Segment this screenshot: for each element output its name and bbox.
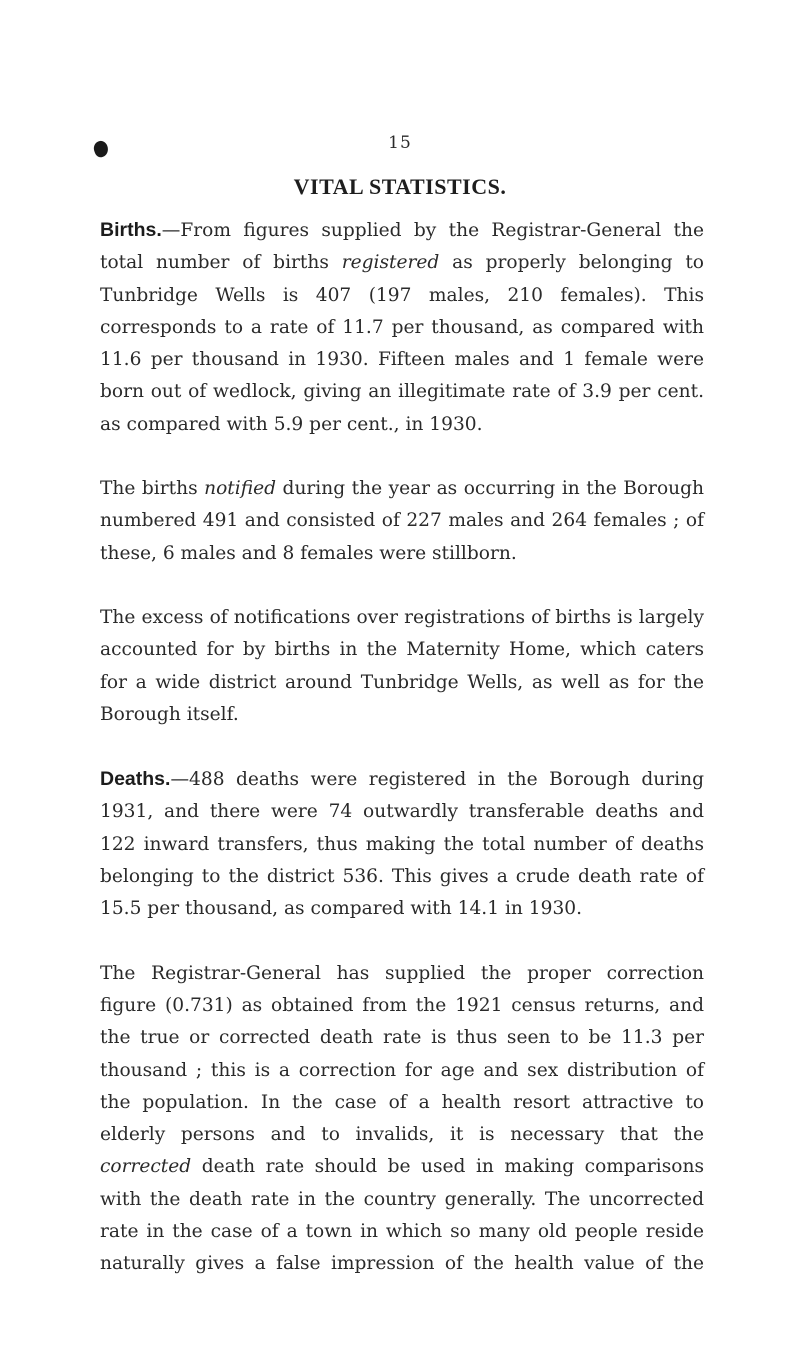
deaths-p2-emphasis: corrected (100, 1156, 192, 1178)
births-paragraph-2 (100, 473, 704, 570)
births-p2-text-a: The births (100, 478, 205, 500)
page-title: VITAL STATISTICS. (293, 174, 507, 199)
births-p2-emphasis: notified (204, 478, 277, 500)
births-p1-text-a: —From figures supplied by the Registrar-General the total number of births (100, 220, 704, 274)
births-paragraph-3: The excess of notifications over registrations of births is largely accounted for by births in the Maternity Home, which caters for a wide district around Tunbridge Wells, as well as for the Borough itself. (100, 606, 704, 725)
births-paragraph-1 (100, 214, 704, 441)
deaths-p2-text-a: The Registrar-General has supplied the proper correction figure (0.731) as obtained from the 1921 census returns, and the true or corrected death rate is thus seen to be 11.3 per thousand ; this is a correction for age and sex distribution of the population. In the case of a health resort attractive to elderly persons and to invalids, it is necessary that the (100, 962, 704, 1146)
births-heading: Births. (100, 219, 162, 241)
deaths-p2-text-b: death rate should be used in making comparisons with the death rate in the country generally. The uncorrected rate in the case of a town in which so many old people reside naturally gives a false impression of the health value of the (100, 1156, 704, 1275)
births-p1-text-b: as properly belonging to Tunbridge Wells is 407 (197 males, 210 females). This corresponds to a rate of 11.7 per thousand, as compared with 11.6 per thousand in 1930. Fifteen males and 1 female were born out of wedlock, giving an illegitimate rate of 3.9 per cent. as compared with 5.9 per cent., in 1930. (100, 252, 704, 435)
deaths-heading: Deaths. (100, 768, 171, 791)
deaths-p1-text: —488 deaths were registered in the Borough during 1931, and there were 74 outwardly transferable deaths and 122 inward transfers, thus making the total number of deaths belonging to the district 536. This gives a crude death rate of 15.5 per thousand, as compared with 14.1 in 1930. (100, 769, 704, 920)
deaths-paragraph-2 (100, 958, 704, 1281)
births-p2-text-b: during the year as occurring in the Borough numbered 491 and consisted of 227 males and 264 females ; of these, 6 males and 8 females were stillborn. (100, 478, 704, 564)
page-number: 15 (388, 133, 412, 153)
births-p1-emphasis: registered (341, 252, 440, 274)
body-text (100, 214, 704, 1281)
deaths-paragraph-1 (100, 763, 704, 925)
